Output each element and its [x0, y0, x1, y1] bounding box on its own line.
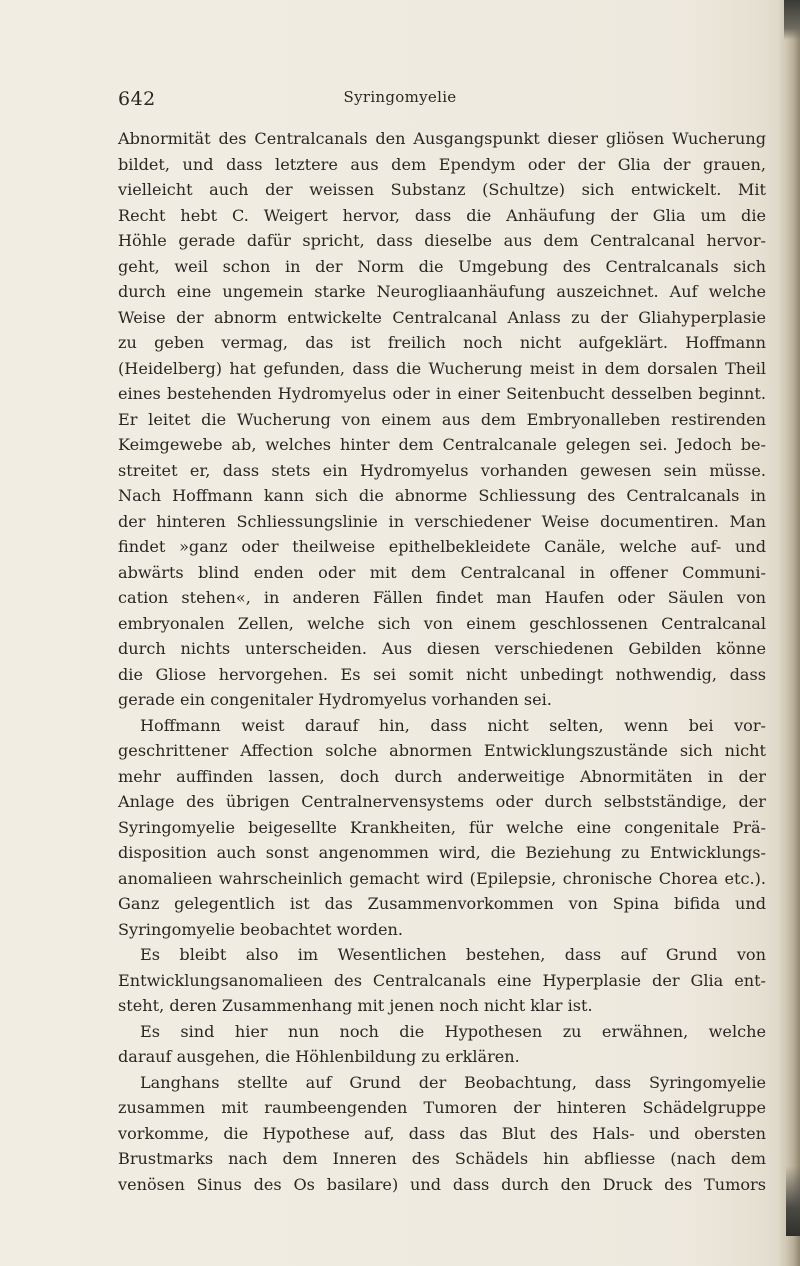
text-line: abwärts blind enden oder mit dem Centralcanal in offener Communi-: [118, 562, 766, 582]
text-line: Recht hebt C. Weigert hervor, dass die Anhäufung der Glia um die: [118, 205, 766, 225]
text-line: Syringomyelie beigesellte Krankheiten, für welche eine congenitale Prä-: [118, 817, 766, 837]
text-line: Es bleibt also im Wesentlichen bestehen, dass auf Grund von: [140, 945, 766, 964]
page-edge-stain-top: [784, 0, 800, 40]
text-line: Nach Hoffmann kann sich die abnorme Schliessung des Centralcanals in: [118, 486, 766, 505]
text-line: Es sind hier nun noch die Hypothesen zu erwähnen, welche: [140, 1021, 766, 1041]
text-line: Abnormität des Centralcanals den Ausgangspunkt dieser gliösen Wucherung: [118, 129, 766, 148]
text-line: geht, weil schon in der Norm die Umgebung des Centralcanals sich: [118, 256, 766, 276]
text-line: mehr auffinden lassen, doch durch anderweitige Abnormitäten in der: [118, 766, 766, 786]
page-number: 642: [118, 88, 156, 110]
text-line: Weise der abnorm entwickelte Centralcanal Anlass zu der Gliahyperplasie: [118, 307, 766, 327]
text-line: streitet er, dass stets ein Hydromyelus vorhanden gewesen sein müsse.: [118, 460, 766, 480]
text-line: Höhle gerade dafür spricht, dass dieselbe aus dem Centralcanal hervor-: [118, 231, 766, 250]
text-line: anomalieen wahrscheinlich gemacht wird (Epilepsie, chronische Chorea etc.).: [118, 868, 766, 888]
text-line: Brustmarks nach dem Inneren des Schädels hin abfliesse (nach dem: [118, 1149, 766, 1168]
page-edge-shadow: [778, 0, 800, 1266]
text-line: zu geben vermag, das ist freilich noch nicht aufgeklärt. Hoffmann: [118, 333, 766, 352]
text-line: bildet, und dass letztere aus dem Ependym oder der Glia der grauen,: [118, 154, 766, 174]
body-text: [118, 126, 766, 1197]
text-line: steht, deren Zusammenhang mit jenen noch nicht klar ist.: [118, 996, 593, 1015]
running-title: Syringomyelie: [343, 88, 457, 106]
text-line: Keimgewebe ab, welches hinter dem Centralcanale gelegen sei. Jedoch be-: [118, 435, 766, 454]
text-line: embryonalen Zellen, welche sich von einem geschlossenen Centralcanal: [118, 613, 766, 633]
text-line: darauf ausgehen, die Höhlenbildung zu erklären.: [118, 1047, 520, 1066]
text-line: Ganz gelegentlich ist das Zusammenvorkommen von Spina bifida und: [118, 894, 766, 913]
text-line: Er leitet die Wucherung von einem aus dem Embryonalleben restirenden: [118, 409, 766, 429]
text-line: Langhans stellte auf Grund der Beobachtung, dass Syringomyelie: [140, 1072, 766, 1092]
text-line: vorkomme, die Hypothese auf, dass das Blut des Hals- und obersten: [118, 1123, 766, 1143]
text-line: die Gliose hervorgehen. Es sei somit nicht unbedingt nothwendig, dass: [118, 664, 766, 684]
page-edge-stain-bottom: [786, 1166, 800, 1236]
text-line: Anlage des übrigen Centralnervensystems oder durch selbstständige, der: [118, 792, 766, 811]
text-line: Syringomyelie beobachtet worden.: [118, 919, 403, 939]
text-line: vielleicht auch der weissen Substanz (Schultze) sich entwickelt. Mit: [118, 180, 766, 199]
text-line: gerade ein congenitaler Hydromyelus vorhanden sei.: [118, 690, 552, 709]
text-line: Hoffmann weist darauf hin, dass nicht selten, wenn bei vor-: [140, 715, 766, 735]
text-line: findet »ganz oder theilweise epithelbekleidete Canäle, welche auf- und: [118, 537, 766, 556]
text-line: durch eine ungemein starke Neurogliaanhäufung auszeichnet. Auf welche: [118, 282, 766, 301]
text-line: venösen Sinus des Os basilare) und dass durch den Druck des Tumors: [118, 1174, 766, 1194]
text-line: eines bestehenden Hydromyelus oder in einer Seitenbucht desselben beginnt.: [118, 384, 766, 403]
text-line: geschrittener Affection solche abnormen Entwicklungszustände sich nicht: [118, 741, 766, 760]
text-line: (Heidelberg) hat gefunden, dass die Wucherung meist in dem dorsalen Theil: [118, 358, 766, 378]
text-line: Entwicklungsanomalieen des Centralcanals eine Hyperplasie der Glia ent-: [118, 970, 766, 990]
text-line: der hinteren Schliessungslinie in verschiedener Weise documentiren. Man: [118, 511, 766, 531]
text-line: disposition auch sonst angenommen wird, die Beziehung zu Entwicklungs-: [118, 843, 766, 862]
text-line: durch nichts unterscheiden. Aus diesen verschiedenen Gebilden könne: [118, 639, 766, 658]
text-line: zusammen mit raumbeengenden Tumoren der hinteren Schädelgruppe: [118, 1098, 766, 1117]
text-line: cation stehen«, in anderen Fällen findet man Haufen oder Säulen von: [118, 588, 766, 607]
